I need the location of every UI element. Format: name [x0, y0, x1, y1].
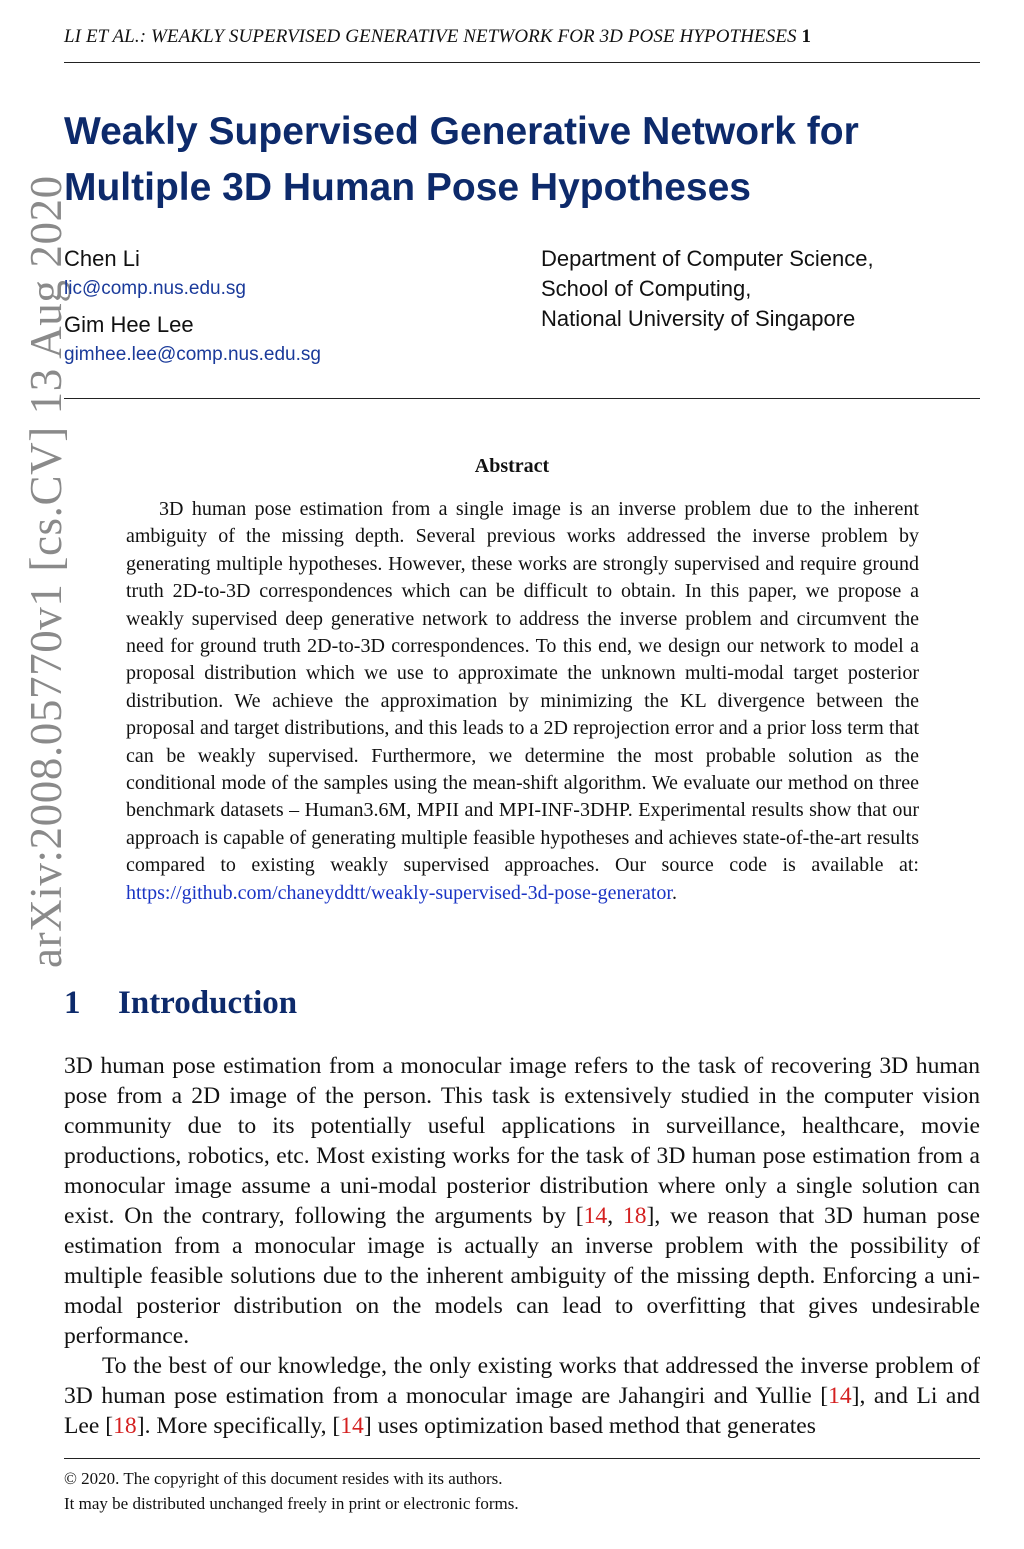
header-rule [64, 62, 980, 63]
section-heading [64, 985, 297, 1022]
title-line-2: Multiple 3D Human Pose Hypotheses [64, 166, 751, 209]
citation-link[interactable]: 14 [340, 1413, 364, 1439]
abstract-text: 3D human pose estimation from a single image is an inverse problem due to the inherent ambiguity of the missing depth. Several previous works addressed the inverse problem by generating multiple hypotheses. However, these works are strongly supervised and require ground truth 2D-to-3D correspondences which can be difficult to obtain. In this paper, we propose a weakly supervised deep generative network to address the inverse problem and circumvent the need for ground truth 2D-to-3D correspondences. To this end, we design our network to model a proposal distribution which we use to approximate the unknown multi-modal target posterior distribution. We achieve the approximation by minimizing the KL divergence between the proposal and target distributions, and this leads to a 2D reprojection error and a prior loss term that can be weakly supervised. Furthermore, we determine the most probable solution as the conditional mode of the samples using the mean-shift algorithm. We evaluate our method on three benchmark datasets – Human3.6M, MPII and MPI-INF-3DHP. Experimental results show that our approach is capable of generating multiple feasible hypotheses and achieves state-of-the-art results compared to existing weakly supervised approaches. Our source code is available at: [126, 498, 919, 877]
copyright-line-1: © 2020. The copyright of this document resides with its authors. [64, 1469, 503, 1488]
source-code-link[interactable]: https://github.com/chaneyddtt/weakly-supervised-3d-pose-generator [126, 881, 672, 904]
author-email-link[interactable]: gimhee.lee@comp.nus.edu.sg [64, 344, 321, 365]
intro-text: ], we reason that 3D human pose estimation from a monocular image is actually an inverse problem with the possibility of multiple feasible solutions due to the inherent ambiguity of the missing depth. Enforcing a uni-modal posterior distribution on the models can lead to overfitting that gives undesirable performance. [64, 1203, 981, 1349]
intro-text: To the best of our knowledge, the only existing works that addressed the inverse problem of 3D human pose estimation from a monocular image are Jahangiri and Yullie [ [64, 1353, 980, 1409]
author-email-link[interactable]: lic@comp.nus.edu.sg [64, 278, 246, 299]
intro-body [64, 1051, 980, 1441]
title-line-1: Weakly Supervised Generative Network for [64, 110, 859, 153]
intro-paragraph-1 [64, 1051, 980, 1351]
copyright-line-2: It may be distributed unchanged freely in print or electronic forms. [64, 1494, 519, 1513]
intro-paragraph-2 [64, 1351, 980, 1441]
affiliation-line-1: Department of Computer Science, [541, 246, 874, 271]
affiliation-line-2: School of Computing, [541, 276, 752, 301]
running-title: LI ET AL.: WEAKLY SUPERVISED GENERATIVE NETWORK FOR 3D POSE HYPOTHESES [64, 26, 797, 47]
intro-text: ], and Li and Lee [ [64, 1383, 980, 1439]
section-title: Introduction [118, 985, 298, 1021]
intro-text: ] uses optimization based method that generates [363, 1413, 816, 1439]
title-block-rule [64, 398, 980, 399]
footer-rule [64, 1458, 980, 1459]
intro-text: , [607, 1203, 623, 1229]
affiliation [541, 244, 874, 334]
intro-text: ]. More specifically, [ [136, 1413, 341, 1439]
copyright-footer [64, 1466, 519, 1516]
abstract-end: . [671, 881, 677, 904]
citation-link[interactable]: 14 [828, 1383, 852, 1409]
running-header [64, 26, 980, 48]
author-list [64, 244, 321, 376]
affiliation-line-3: National University of Singapore [541, 306, 856, 331]
intro-text: 3D human pose estimation from a monocular image refers to the task of recovering 3D human pose from a 2D image of the person. This task is extensively studied in the computer vision community due to its potentially useful applications in surveillance, healthcare, movie productions, robotics, etc. Most existing works for the task of 3D human pose estimation from a monocular image assume a uni-modal posterior distribution where only a single solution can exist. On the contrary, following the arguments by [ [64, 1053, 980, 1229]
citation-link[interactable]: 18 [622, 1203, 647, 1229]
paper-title [64, 104, 1004, 216]
abstract-body [126, 496, 919, 907]
author-name: Chen Li [64, 246, 140, 271]
arxiv-stamp: arXiv:2008.05770v1 [cs.CV] 13 Aug 2020 [21, 175, 71, 968]
section-number: 1 [64, 985, 81, 1021]
citation-link[interactable]: 14 [583, 1203, 608, 1229]
author-name: Gim Hee Lee [64, 312, 194, 337]
page-number: 1 [801, 26, 812, 47]
citation-link[interactable]: 18 [113, 1413, 137, 1439]
abstract-heading: Abstract [474, 455, 550, 477]
